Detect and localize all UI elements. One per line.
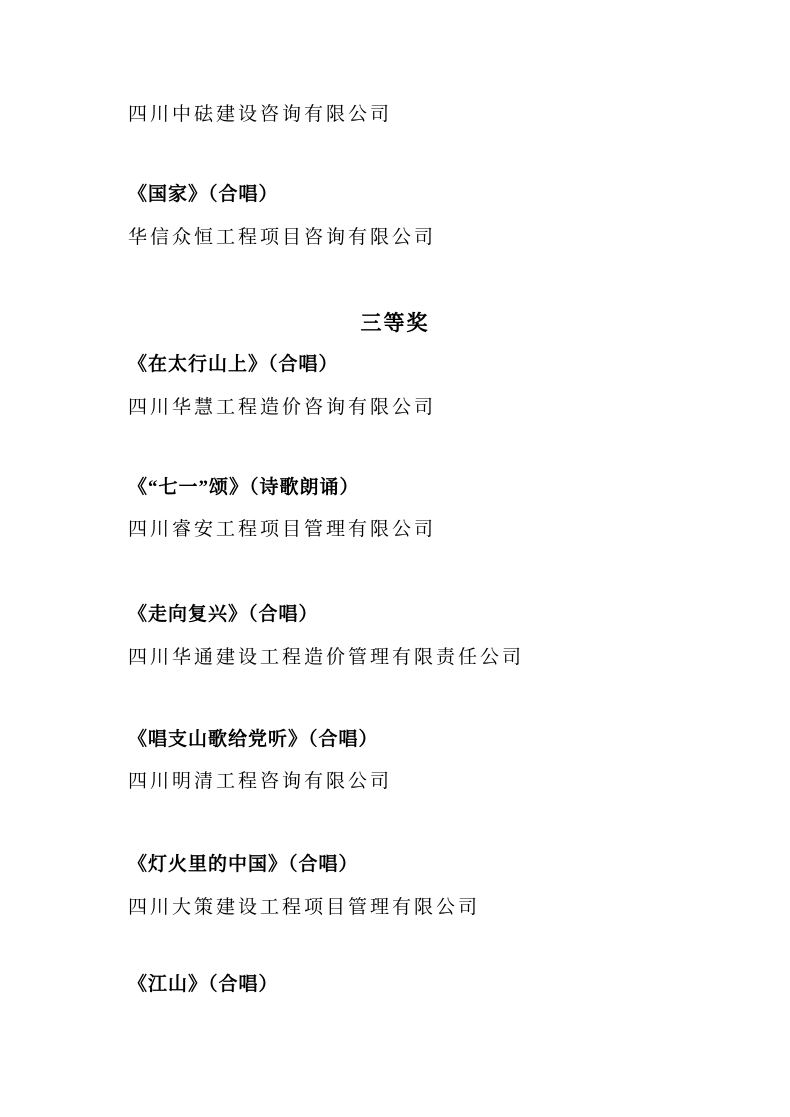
company-name: 四川明清工程咨询有限公司 [128, 771, 393, 792]
company-name: 四川大策建设工程项目管理有限公司 [128, 897, 481, 918]
company-name: 四川睿安工程项目管理有限公司 [128, 519, 437, 540]
song-title: 《唱支山歌给党听》（合唱） [128, 729, 379, 750]
song-title: 《“七一”颂》（诗歌朗诵） [128, 477, 360, 498]
company-name: 四川华通建设工程造价管理有限责任公司 [128, 647, 525, 668]
section-heading: 三等奖 [360, 311, 430, 335]
song-title: 《江山》（合唱） [128, 974, 279, 995]
company-name: 四川中砝建设咨询有限公司 [128, 104, 393, 125]
company-name: 华信众恒工程项目咨询有限公司 [128, 227, 437, 248]
company-name: 四川华慧工程造价咨询有限公司 [128, 397, 437, 418]
song-title: 《走向复兴》（合唱） [128, 604, 319, 625]
song-title: 《国家》（合唱） [128, 184, 279, 205]
song-title: 《在太行山上》（合唱） [128, 354, 339, 375]
song-title: 《灯火里的中国》（合唱） [128, 854, 359, 875]
